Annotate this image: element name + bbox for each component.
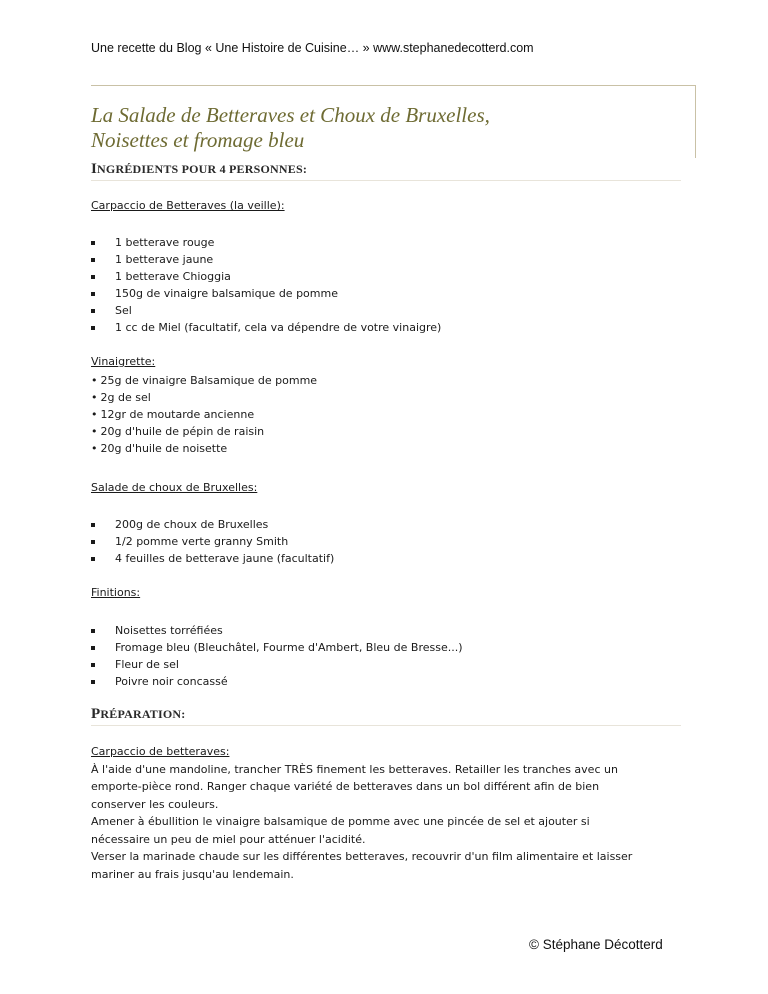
finitions-subheading: Finitions: [91, 586, 141, 599]
square-bullet-icon [91, 258, 95, 262]
preparation-text [91, 743, 691, 883]
ingredients-heading [91, 161, 681, 181]
square-bullet-icon [91, 680, 95, 684]
list-item: Fleur de sel [91, 656, 463, 673]
carpaccio-list [91, 234, 441, 336]
list-item: • 12gr de moutarde ancienne [91, 408, 255, 421]
list-item: 1 cc de Miel (facultatif, cela va dépendre de votre vinaigre) [91, 319, 441, 336]
list-item: 200g de choux de Bruxelles [91, 516, 334, 533]
square-bullet-icon [91, 241, 95, 245]
preparation-subheading: Carpaccio de betteraves: [91, 745, 230, 758]
square-bullet-icon [91, 309, 95, 313]
list-item: Noisettes torréfiées [91, 622, 463, 639]
bullet-icon: • [91, 425, 98, 438]
bullet-icon: • [91, 374, 98, 387]
list-item: • 2g de sel [91, 391, 151, 404]
square-bullet-icon [91, 275, 95, 279]
vinaigrette-list [91, 372, 317, 457]
square-bullet-icon [91, 292, 95, 296]
salade-subheading: Salade de choux de Bruxelles: [91, 481, 258, 494]
square-bullet-icon [91, 646, 95, 650]
list-item: 1 betterave rouge [91, 234, 441, 251]
list-item: Fromage bleu (Bleuchâtel, Fourme d'Ambert, Bleu de Bresse...) [91, 639, 463, 656]
recipe-title-line1: La Salade de Betteraves et Choux de Bruxelles, [91, 103, 490, 127]
preparation-heading-initial: P [91, 706, 101, 722]
square-bullet-icon [91, 523, 95, 527]
ingredients-heading-initial: I [91, 161, 98, 177]
bullet-icon: • [91, 442, 98, 455]
square-bullet-icon [91, 629, 95, 633]
list-item: 1 betterave Chioggia [91, 268, 441, 285]
paragraph-line: conserver les couleurs. [91, 797, 219, 811]
bullet-icon: • [91, 408, 98, 421]
square-bullet-icon [91, 540, 95, 544]
square-bullet-icon [91, 663, 95, 667]
carpaccio-subheading: Carpaccio de Betteraves (la veille): [91, 199, 285, 212]
page-header: Une recette du Blog « Une Histoire de Cuisine… » www.stephanedecotterd.com [91, 41, 534, 55]
paragraph-line: À l'aide d'une mandoline, trancher TRÈS finement les betteraves. Retailler les tranches avec un [91, 762, 618, 776]
ingredients-heading-rest: NGRÉDIENTS POUR 4 PERSONNES: [97, 162, 308, 176]
preparation-heading [91, 706, 681, 726]
paragraph-line: Verser la marinade chaude sur les différentes betteraves, recouvrir d'un film alimentaire et laisser [91, 850, 633, 863]
finitions-list [91, 622, 463, 690]
square-bullet-icon [91, 326, 95, 330]
list-item: 1/2 pomme verte granny Smith [91, 533, 334, 550]
list-item: 150g de vinaigre balsamique de pomme [91, 285, 441, 302]
square-bullet-icon [91, 557, 95, 561]
bullet-icon: • [91, 391, 98, 404]
list-item: 4 feuilles de betterave jaune (facultatif) [91, 550, 334, 567]
list-item: • 20g d'huile de pépin de raisin [91, 425, 265, 438]
list-item: • 25g de vinaigre Balsamique de pomme [91, 374, 318, 387]
list-item: Poivre noir concassé [91, 673, 463, 690]
paragraph-line: emporte-pièce rond. Ranger chaque variété de betteraves dans un bol différent afin de bien [91, 780, 600, 793]
list-item: 1 betterave jaune [91, 251, 441, 268]
paragraph-line: Amener à ébullition le vinaigre balsamique de pomme avec une pincée de sel et ajouter si [91, 815, 590, 828]
paragraph-line: nécessaire un peu de miel pour atténuer l'acidité. [91, 832, 366, 846]
copyright-footer: © Stéphane Décotterd [529, 937, 663, 952]
preparation-heading-rest: RÉPARATION: [100, 707, 186, 721]
paragraph-line: mariner au frais jusqu'au lendemain. [91, 867, 294, 881]
salade-list [91, 516, 334, 567]
list-item: Sel [91, 302, 441, 319]
recipe-title-line2: Noisettes et fromage bleu [91, 128, 305, 152]
vinaigrette-subheading: Vinaigrette: [91, 355, 156, 368]
recipe-title [91, 103, 490, 153]
list-item: • 20g d'huile de noisette [91, 442, 228, 455]
